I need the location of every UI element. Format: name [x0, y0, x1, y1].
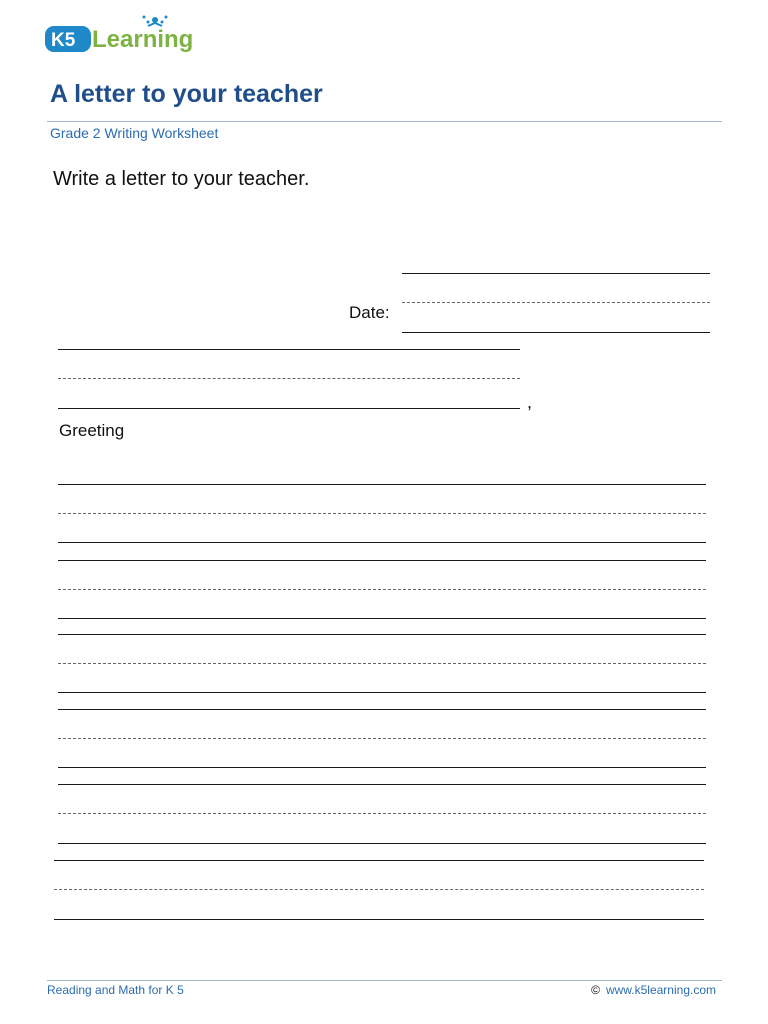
instruction-text: Write a letter to your teacher.: [53, 168, 310, 190]
writing-line-solid[interactable]: [58, 784, 706, 785]
writing-line-dashed[interactable]: [58, 738, 706, 739]
date-label: Date:: [349, 303, 390, 322]
footer-website: [591, 983, 716, 997]
footer-divider: [47, 980, 722, 981]
writing-line-solid[interactable]: [58, 618, 706, 619]
writing-line-dashed[interactable]: [54, 889, 704, 890]
address-line-dashed[interactable]: [402, 302, 710, 303]
writing-line-solid[interactable]: [58, 542, 706, 543]
recipient-line-solid-bottom[interactable]: [58, 408, 520, 409]
website-link[interactable]: www.k5learning.com: [605, 983, 716, 997]
header-divider: [47, 121, 722, 122]
copyright-icon: ©: [591, 983, 600, 997]
writing-line-solid[interactable]: [58, 560, 706, 561]
svg-text:K5: K5: [51, 30, 76, 51]
recipient-line-solid[interactable]: [58, 349, 520, 350]
writing-line-dashed[interactable]: [58, 663, 706, 664]
worksheet-title: A letter to your teacher: [50, 80, 323, 108]
writing-line-solid[interactable]: [54, 919, 704, 920]
k5-learning-logo: [44, 14, 214, 58]
greeting-label: Greeting: [59, 421, 125, 440]
logo-graphic: [44, 14, 214, 58]
worksheet-subtitle: Grade 2 Writing Worksheet: [50, 125, 219, 141]
writing-line-dashed[interactable]: [58, 589, 706, 590]
writing-line-solid[interactable]: [54, 860, 704, 861]
writing-line-dashed[interactable]: [58, 813, 706, 814]
recipient-line-dashed[interactable]: [58, 378, 520, 379]
writing-line-solid[interactable]: [58, 767, 706, 768]
writing-line-solid[interactable]: [58, 484, 706, 485]
address-line-solid[interactable]: [402, 273, 710, 274]
svg-text:Learning: Learning: [92, 26, 194, 53]
writing-line-solid[interactable]: [58, 709, 706, 710]
footer-tagline: Reading and Math for K 5: [47, 983, 184, 997]
comma-mark: ,: [527, 392, 533, 412]
writing-line-solid[interactable]: [58, 692, 706, 693]
writing-line-dashed[interactable]: [58, 513, 706, 514]
writing-line-solid[interactable]: [58, 634, 706, 635]
writing-line-solid[interactable]: [58, 843, 706, 844]
date-line[interactable]: [402, 332, 710, 333]
